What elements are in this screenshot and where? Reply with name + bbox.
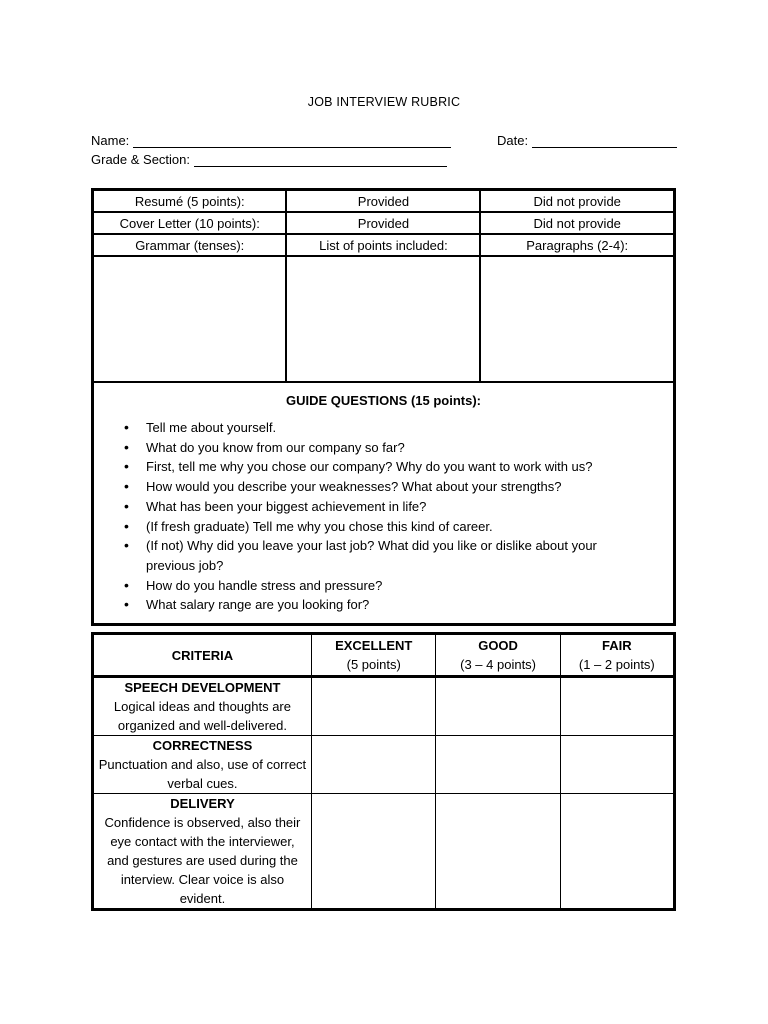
table-row xyxy=(93,382,675,625)
score-excellent-cell[interactable] xyxy=(311,736,436,794)
grade-section-field[interactable] xyxy=(91,152,447,167)
criterion-correctness xyxy=(93,736,312,794)
score-good-cell[interactable] xyxy=(436,736,560,794)
fair-header xyxy=(560,634,674,677)
list-item: • First, tell me why you chose our company? Why do you want to work with us? xyxy=(146,457,673,477)
table-row xyxy=(93,794,675,910)
criterion-title: CORRECTNESS xyxy=(152,738,253,753)
paragraphs-cell[interactable] xyxy=(480,256,674,382)
resume-label: Resumé (5 points): xyxy=(93,190,287,213)
criterion-desc: Punctuation and also, use of correct verbal cues. xyxy=(98,757,307,791)
date-label: Date: xyxy=(497,133,529,148)
table-header-row xyxy=(93,634,675,677)
list-item: • (If fresh graduate) Tell me why you chose this kind of career. xyxy=(146,517,673,537)
guide-questions-cell xyxy=(93,382,675,625)
page-title: JOB INTERVIEW RUBRIC xyxy=(307,95,461,109)
grammar-header: Grammar (tenses): xyxy=(93,234,287,256)
name-field[interactable] xyxy=(91,133,451,148)
list-item: • Tell me about yourself. xyxy=(146,418,673,438)
table-row xyxy=(93,212,675,234)
criterion-desc: Confidence is observed, also their eye contact with the interviewer, and gestures are used during the interview. Clear voice is also evident. xyxy=(104,815,301,906)
paragraphs-header: Paragraphs (2-4): xyxy=(480,234,674,256)
grammar-cell[interactable] xyxy=(93,256,287,382)
score-excellent-cell[interactable] xyxy=(311,794,436,910)
score-excellent-cell[interactable] xyxy=(311,677,436,736)
fair-points: (1 – 2 points) xyxy=(578,657,655,672)
list-item: • What has been your biggest achievement in life? xyxy=(146,497,673,517)
resume-not-provided: Did not provide xyxy=(480,190,674,213)
criterion-desc: Logical ideas and thoughts are organized and well-delivered. xyxy=(113,699,291,733)
list-item: • What salary range are you looking for? xyxy=(146,595,673,615)
list-item: • (If not) Why did you leave your last job? What did you like or dislike about your previous job? xyxy=(146,536,673,575)
table-row xyxy=(93,736,675,794)
list-item: • How would you describe your weaknesses? What about your strengths? xyxy=(146,477,673,497)
points-cell[interactable] xyxy=(286,256,480,382)
score-fair-cell[interactable] xyxy=(560,736,674,794)
fair-label: FAIR xyxy=(602,638,632,653)
guide-questions-list xyxy=(94,418,673,615)
list-item: • How do you handle stress and pressure? xyxy=(146,576,673,596)
cover-letter-not-provided: Did not provide xyxy=(480,212,674,234)
criteria-table xyxy=(91,632,676,911)
score-good-cell[interactable] xyxy=(436,677,560,736)
list-item: • What do you know from our company so far? xyxy=(146,438,673,458)
grade-section-line[interactable] xyxy=(194,152,447,167)
name-line[interactable] xyxy=(133,133,451,148)
cover-letter-provided: Provided xyxy=(286,212,480,234)
good-points: (3 – 4 points) xyxy=(460,657,537,672)
excellent-header xyxy=(311,634,436,677)
table-row xyxy=(93,190,675,213)
guide-questions-title: GUIDE QUESTIONS (15 points): xyxy=(285,393,481,408)
criterion-title: DELIVERY xyxy=(170,796,235,811)
score-fair-cell[interactable] xyxy=(560,677,674,736)
table-row xyxy=(93,234,675,256)
date-field[interactable] xyxy=(497,133,677,148)
excellent-points: (5 points) xyxy=(346,657,401,672)
criterion-title: SPEECH DEVELOPMENT xyxy=(124,680,281,695)
points-header: List of points included: xyxy=(286,234,480,256)
table-row xyxy=(93,677,675,736)
cover-letter-label: Cover Letter (10 points): xyxy=(93,212,287,234)
score-good-cell[interactable] xyxy=(436,794,560,910)
criterion-delivery xyxy=(93,794,312,910)
good-label: GOOD xyxy=(478,638,518,653)
excellent-label: EXCELLENT xyxy=(335,638,413,653)
table-row xyxy=(93,256,675,382)
good-header xyxy=(436,634,560,677)
resume-provided: Provided xyxy=(286,190,480,213)
submission-table xyxy=(91,188,676,626)
date-line[interactable] xyxy=(532,133,677,148)
name-label: Name: xyxy=(91,133,130,148)
criterion-speech-development xyxy=(93,677,312,736)
criteria-header: CRITERIA xyxy=(93,634,312,677)
score-fair-cell[interactable] xyxy=(560,794,674,910)
grade-section-label: Grade & Section: xyxy=(91,152,190,167)
